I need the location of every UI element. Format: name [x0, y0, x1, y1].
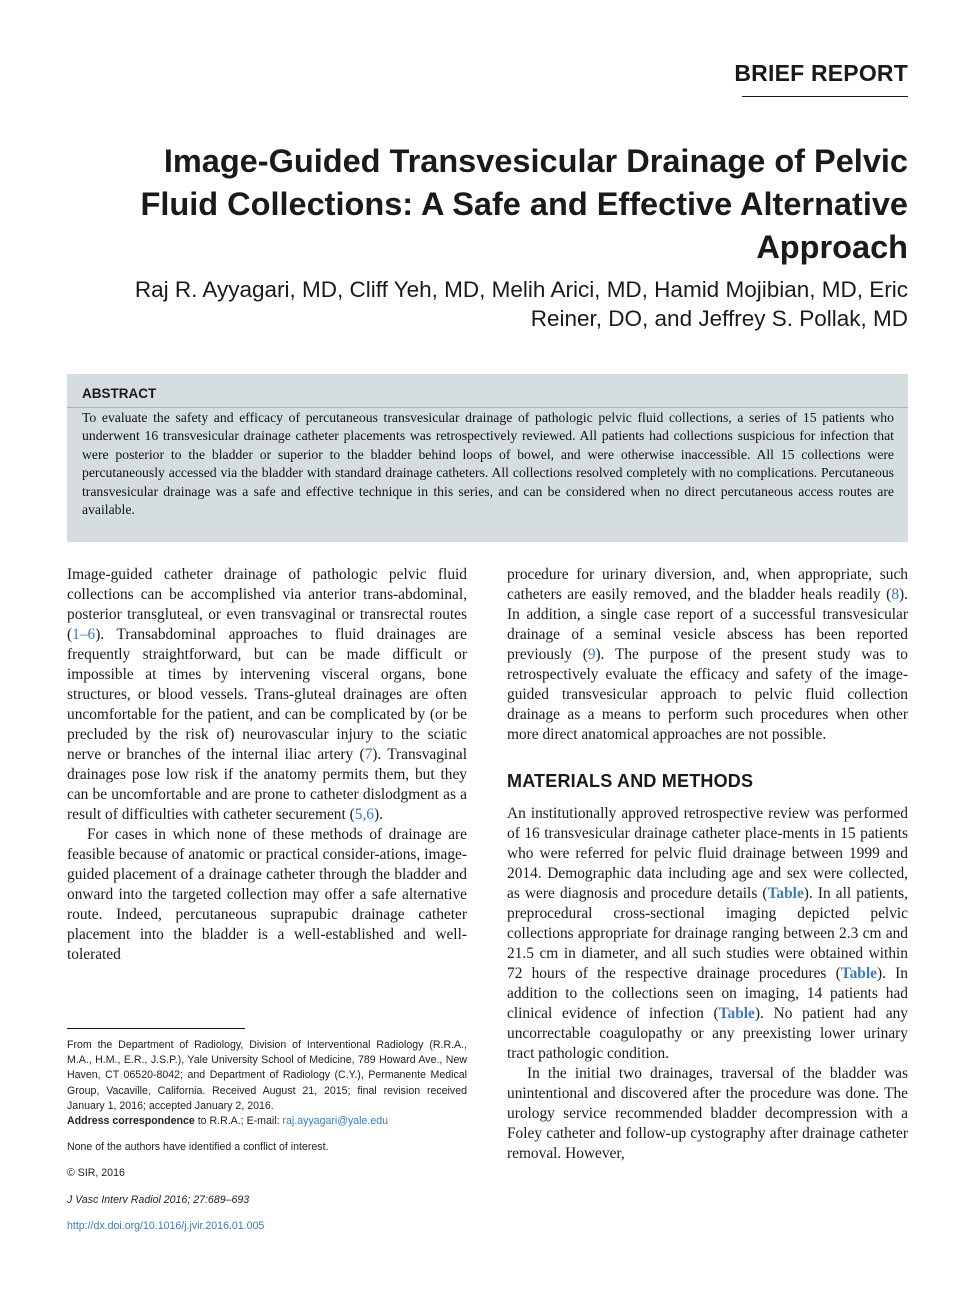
text-run: to R.R.A.; E-mail: [194, 1115, 283, 1128]
article-title: Image-Guided Transvesicular Drainage of Pelvic Fluid Collections: A Safe and Effective Alternative Approach [140, 143, 908, 265]
abstract-box [67, 374, 908, 542]
paragraph-initial-drainages: In the initial two drainages, traversal of the bladder was unintentional and discovered after the procedure was done. The urology service recommended bladder decompression with a Foley catheter and follow-up cystography after drainage catheter removal. However, [507, 1065, 908, 1162]
text-run: For cases in which none of these methods of drainage are feasible because of anatomic or practical consider-ations, image-guided placement of a drainage catheter through the bladder and onward into the targeted collection may offer a safe alternative route. Indeed, percutaneous suprapubic drainage catheter placement into the bladder is a well-established and well-tolerated [67, 826, 467, 963]
email-link[interactable]: raj.ayyagari@yale.edu [282, 1115, 389, 1128]
citation-link[interactable]: 7 [364, 746, 373, 763]
author-list: Raj R. Ayyagari, MD, Cliff Yeh, MD, Melih Arici, MD, Hamid Mojibian, MD, Eric Reiner, DO, and Jeffrey S. Pollak, MD [134, 277, 908, 331]
table-link[interactable]: Table [718, 1005, 755, 1022]
text-run: procedure for urinary diversion, and, when appropriate, such catheters are easily removed, and the bladder heals readily ( [507, 566, 908, 603]
abstract-rule [67, 407, 908, 408]
conflict-note: None of the authors have identified a conflict of interest. [67, 1141, 329, 1154]
text-run: ). Transvaginal drainages pose low risk if the anatomy permits them, but they can be uncomfortable and are prone to catheter dislodgment as a result of difficulties with catheter securement ( [67, 746, 467, 823]
paragraph-intro [67, 565, 467, 825]
paragraph-methods [507, 804, 908, 1064]
citation-link[interactable]: 9 [587, 646, 596, 663]
correspondence-label: Address correspondence [67, 1115, 195, 1128]
citation-link[interactable]: 1–6 [72, 626, 96, 643]
text-run: ). In addition, a single case report of a successful transvesicular drainage of a seminal vesicle abscess has been reported previously ( [507, 586, 908, 663]
footnotes [67, 1038, 467, 1234]
doi-link[interactable]: http://dx.doi.org/10.1016/j.jvir.2016.01.005 [67, 1219, 265, 1232]
correspondence-note [67, 1114, 467, 1129]
text-run: ). In addition to the collections seen on imaging, 14 patients had clinical evidence of infection ( [507, 965, 908, 1022]
paragraph-alternatives [67, 825, 467, 965]
section-heading-materials-methods: MATERIALS AND METHODS [507, 771, 754, 791]
text-run: ). The purpose of the present study was to retrospectively evaluate the efficacy and safety of the image-guided transvesicular approach to pelvic fluid collection drainage as a means to perform such procedures when other more direct anatomical approaches are not possible. [507, 646, 908, 743]
text-run: ). No patient had any uncorrectable coagulopathy or any preexisting lower urinary tract pathologic condition. [507, 1005, 908, 1062]
citation-link[interactable]: 5,6 [354, 806, 375, 823]
footnote-rule [67, 1028, 245, 1029]
affiliation-note: From the Department of Radiology, Division of Interventional Radiology (R.R.A., M.A., H.M., E.R., J.S.P.), Yale University School of Medicine, 789 Howard Ave., New Haven, CT 06520-8042; and Department of Radiology (C.Y.), Permanente Medical Group, Vacaville, California. Received August 21, 2015; final revision received January 1, 2016; accepted January 2, 2016. [67, 1039, 467, 1112]
citation-link[interactable]: 8 [891, 586, 900, 603]
table-link[interactable]: Table [840, 965, 877, 982]
paragraph-alternatives-continued [507, 565, 908, 745]
body-column-left [67, 565, 467, 965]
section-label: BRIEF REPORT [734, 60, 908, 86]
text-run: ). Transabdominal approaches to fluid drainages are frequently straightforward, but can be made difficult or impossible at times by intervening visceral organs, bone structures, or blood vessels. Trans-gluteal drainages are often uncomfortable for the patient, and can be complicated by (or be precluded by the risk of) neurovascular injury to the sciatic nerve or branches of the internal iliac artery ( [67, 626, 467, 763]
text-run: ). [374, 806, 383, 823]
copyright-note: © SIR, 2016 [67, 1167, 125, 1180]
abstract-heading: ABSTRACT [82, 386, 157, 401]
text-run: An institutionally approved retrospective review was performed of 16 transvesicular drainage catheter place-ments in 15 patients who were referred for pelvic fluid drainage between 1999 and 2014. Demographic data including age and sex were collected, as were diagnosis and procedure details ( [507, 805, 908, 902]
text-run: Image-guided catheter drainage of pathologic pelvic fluid collections can be accomplished via anterior trans-abdominal, posterior transgluteal, or even transvaginal or transrectal routes ( [67, 566, 467, 643]
journal-citation: J Vasc Interv Radiol 2016; 27:689–693 [67, 1193, 250, 1206]
text-run: ). In all patients, preprocedural cross-sectional imaging depicted pelvic collections appropriate for drainage ranging between 2.3 cm and 21.5 cm in diameter, and all such studies were obtained within 72 hours of the respective drainage procedures ( [507, 885, 908, 982]
table-link[interactable]: Table [767, 885, 804, 902]
abstract-text: To evaluate the safety and efficacy of percutaneous transvesicular drainage of pathologic pelvic fluid collections, a series of 15 patients who underwent 16 transvesicular drainage catheter placements was retrospectively reviewed. All patients had collections suspicious for infection that were posterior to the bladder or superior to the bladder behind loops of bowel, and were otherwise inaccessible. All 15 collections were percutaneously accessed via the bladder with standard drainage catheters. All collections resolved completely with no complications. Percutaneous transvesicular drainage was a safe and effective technique in this series, and can be considered when no direct percutaneous access routes are available. [82, 410, 894, 518]
section-rule [742, 96, 908, 97]
body-column-right [507, 565, 908, 1164]
